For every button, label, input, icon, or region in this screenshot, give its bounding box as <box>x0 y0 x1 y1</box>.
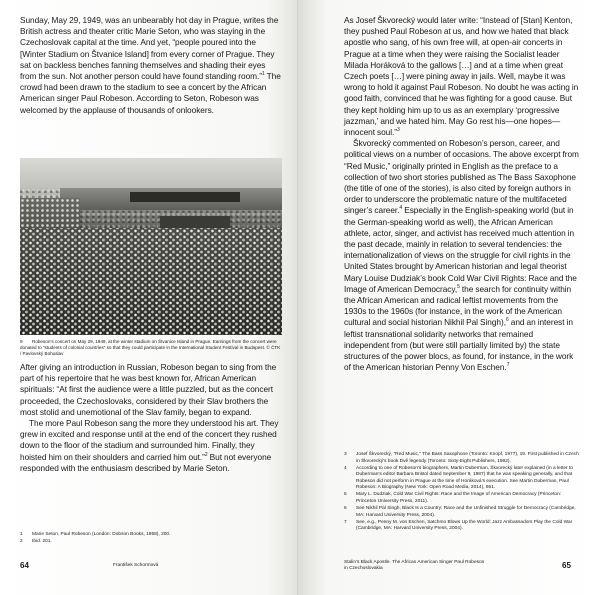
right-paragraph-1: As Josef Škvorecký would later write: “Instead of [Stan] Kenton, they pushed Paul Robeson at us, and how we hated that black apostle who sang, of his own free will, at open-air concerts in Prague at a time when they were raising the Socialist leader Milada Horáková to the gallows […] and at a time when great Czech poets […] were pining away in jails. Well, maybe it was wrong to hold it against Paul Robeson. No doubt he was acting in good faith, convinced that he was fighting for a good cause. But they kept holding him up to us as an exemplary ‘progressive jazzman,’ and we hated him. May Go rest his—one hopes—innocent soul.”$^3$ <box>344 15 579 138</box>
page-number-left: 64 <box>20 561 29 570</box>
right-footnotes <box>344 452 580 533</box>
running-head-right-line1: Stalin’s Black Apostle. The African American Singer Paul Robeson <box>344 560 485 565</box>
running-head-right <box>344 560 514 572</box>
footnote-ref-5[interactable]: 5 <box>457 284 460 291</box>
footnote-2: 2 Ibid. 201. <box>20 538 52 544</box>
left-text-top <box>20 15 282 116</box>
caption-text: Robeson’s concert on May 29, 1949, at the winter stadium on Štvanice Island in Prague. Earnings from the concert were donated to “students of colonial countries” so that they could participate in the International Student Festival in Budapest. © ČTK / Pavlovský Bohuslav <box>20 339 281 357</box>
footnote-ref-4[interactable]: 4 <box>399 205 403 212</box>
left-text-bottom <box>20 362 282 474</box>
running-head-right-line2: in Czechoslovakia <box>344 566 383 571</box>
left-page <box>0 0 297 595</box>
page-number-right: 65 <box>562 561 571 570</box>
footnote-ref-3[interactable]: 3 <box>397 127 400 134</box>
left-paragraph-2: After giving an introduction in Russian, Robeson began to sing from the part of his repertoire that he was best known for, African American spirituals: “At first the audience were a little puzzled, but as the concert proceeded, the Czechoslovaks, considered by their Slav brothers the most stolid and unemotional of the Slav family, began to expand. <box>20 362 277 417</box>
footnote-3: 3 Josef Škvorecký, “Red Music,” The Bass Saxophone (Toronto: Knopf, 1977), 19. First published in Czech in Škvorecký’s book Dvě legendy (Toronto: Sixty-Eight Publishers, 1982). <box>344 452 579 464</box>
photo-caption <box>20 339 282 358</box>
caption-number: 9 <box>20 339 23 344</box>
right-paragraph-2: Škvorecký commented on Robeson’s person, career, and political views on a number of occasions. The above excerpt from “Red Music,” originally printed in English as the preface to a collection of two short stories published as The Bass Saxophone (the title of one of the stories), is also cited by foreign authors in order to underscore the problematic nature of the multifaceted singer’s career.$^4$ Especially in the English-speaking world (but in the German-speaking world as well), the African American athlete, actor, singer, and activist has received much attention in the past decade, mainly in relation to several tendencies: the internationalization of views on the struggle for civil rights in the United States brought by American historian and legal theorist Mary Louise Dudziak’s book Cold War Civil Rights: Race and the Image of American Democracy,$^5$ the search for continuity within the African American and radical leftist movements from the 1930s to the 1960s (for instance, in the work of the American cultural and social historian Nikhil Pal Singh),$^6$ and an interest in leftist transnational solidarity networks that remained independent from (but were still partially limited by) the state structures of the power blocs, as found, for instance, in the work of the American historian Penny Von Eschen.$^7$ <box>344 138 579 373</box>
left-paragraph-3: The more Paul Robeson sang the more they understood his art. They grew in excited and response until at the end of the concert they rushed down to the floor of the stadium and surrounded him. Finally, they hoisted him on their shoulders and carried him out.”$^2$ But not everyone responded with the enthusiasm described by Marie Seton. <box>20 418 279 473</box>
footnote-ref-1[interactable]: 1 <box>261 71 265 78</box>
footnote-5: 5 Mary L. Dudziak, Cold War Civil Rights: Race and the Image of American Democracy (Princeton: Princeton University Press, 2011). <box>344 492 562 504</box>
footnote-4: 4 According to one of Robeson’s biographers, Martin Duberman, Škvorecký later explained (in a letter to Duberman’s editor Barbara Bristol dated September 9, 1987) that he was speaking generally, and that Robeson did not perform in Prague at the time of Horáková’s execution. See Martin Duberman, Paul Robeson: A Biography (New York: Open Road Media, 2014), 861. <box>344 465 573 491</box>
footnote-ref-6[interactable]: 6 <box>505 317 509 324</box>
footnote-7: 7 See, e.g., Penny M. von Eschen, Satchmo Blows Up the World: Jazz Ambassadors Play the Cold War (Cambridge, MA: Harvard University Press, 2004). <box>344 519 573 532</box>
left-footnotes <box>20 532 282 546</box>
running-head-left: František Schormová <box>113 563 159 568</box>
footnote-ref-2[interactable]: 2 <box>204 451 208 458</box>
concert-photo <box>20 158 282 335</box>
footnote-ref-7[interactable]: 7 <box>506 362 510 369</box>
footnote-1: 1 Marie Seton, Paul Robeson (London: Dobson Books, 1958), 200. <box>20 532 171 537</box>
right-text <box>344 15 580 374</box>
footnote-6: 6 See Nikhil Pal Singh, Black Is a Country: Race and the Unfinished Struggle for Democracy (Cambridge, MA: Harvard University Press, 2004). <box>344 505 576 518</box>
right-page <box>298 0 595 595</box>
left-paragraph-1: Sunday, May 29, 1949, was an unbearably hot day in Prague, writes the British actress and theater critic Marie Seton, who was staying in the Czechoslovak capital at the time. And yet, “people poured into the [Winter Stadium on Štvanice Island] from every corner of Prague. They sat on backless benches fanning themselves and shading their eyes from the sun. Not another person could have found standing room.”$^1$ The crowd had been drawn to the stadium to see a concert by the African American singer Paul Robeson. According to Seton, Robeson was welcomed by the applause of thousands of onlookers. <box>20 15 281 115</box>
